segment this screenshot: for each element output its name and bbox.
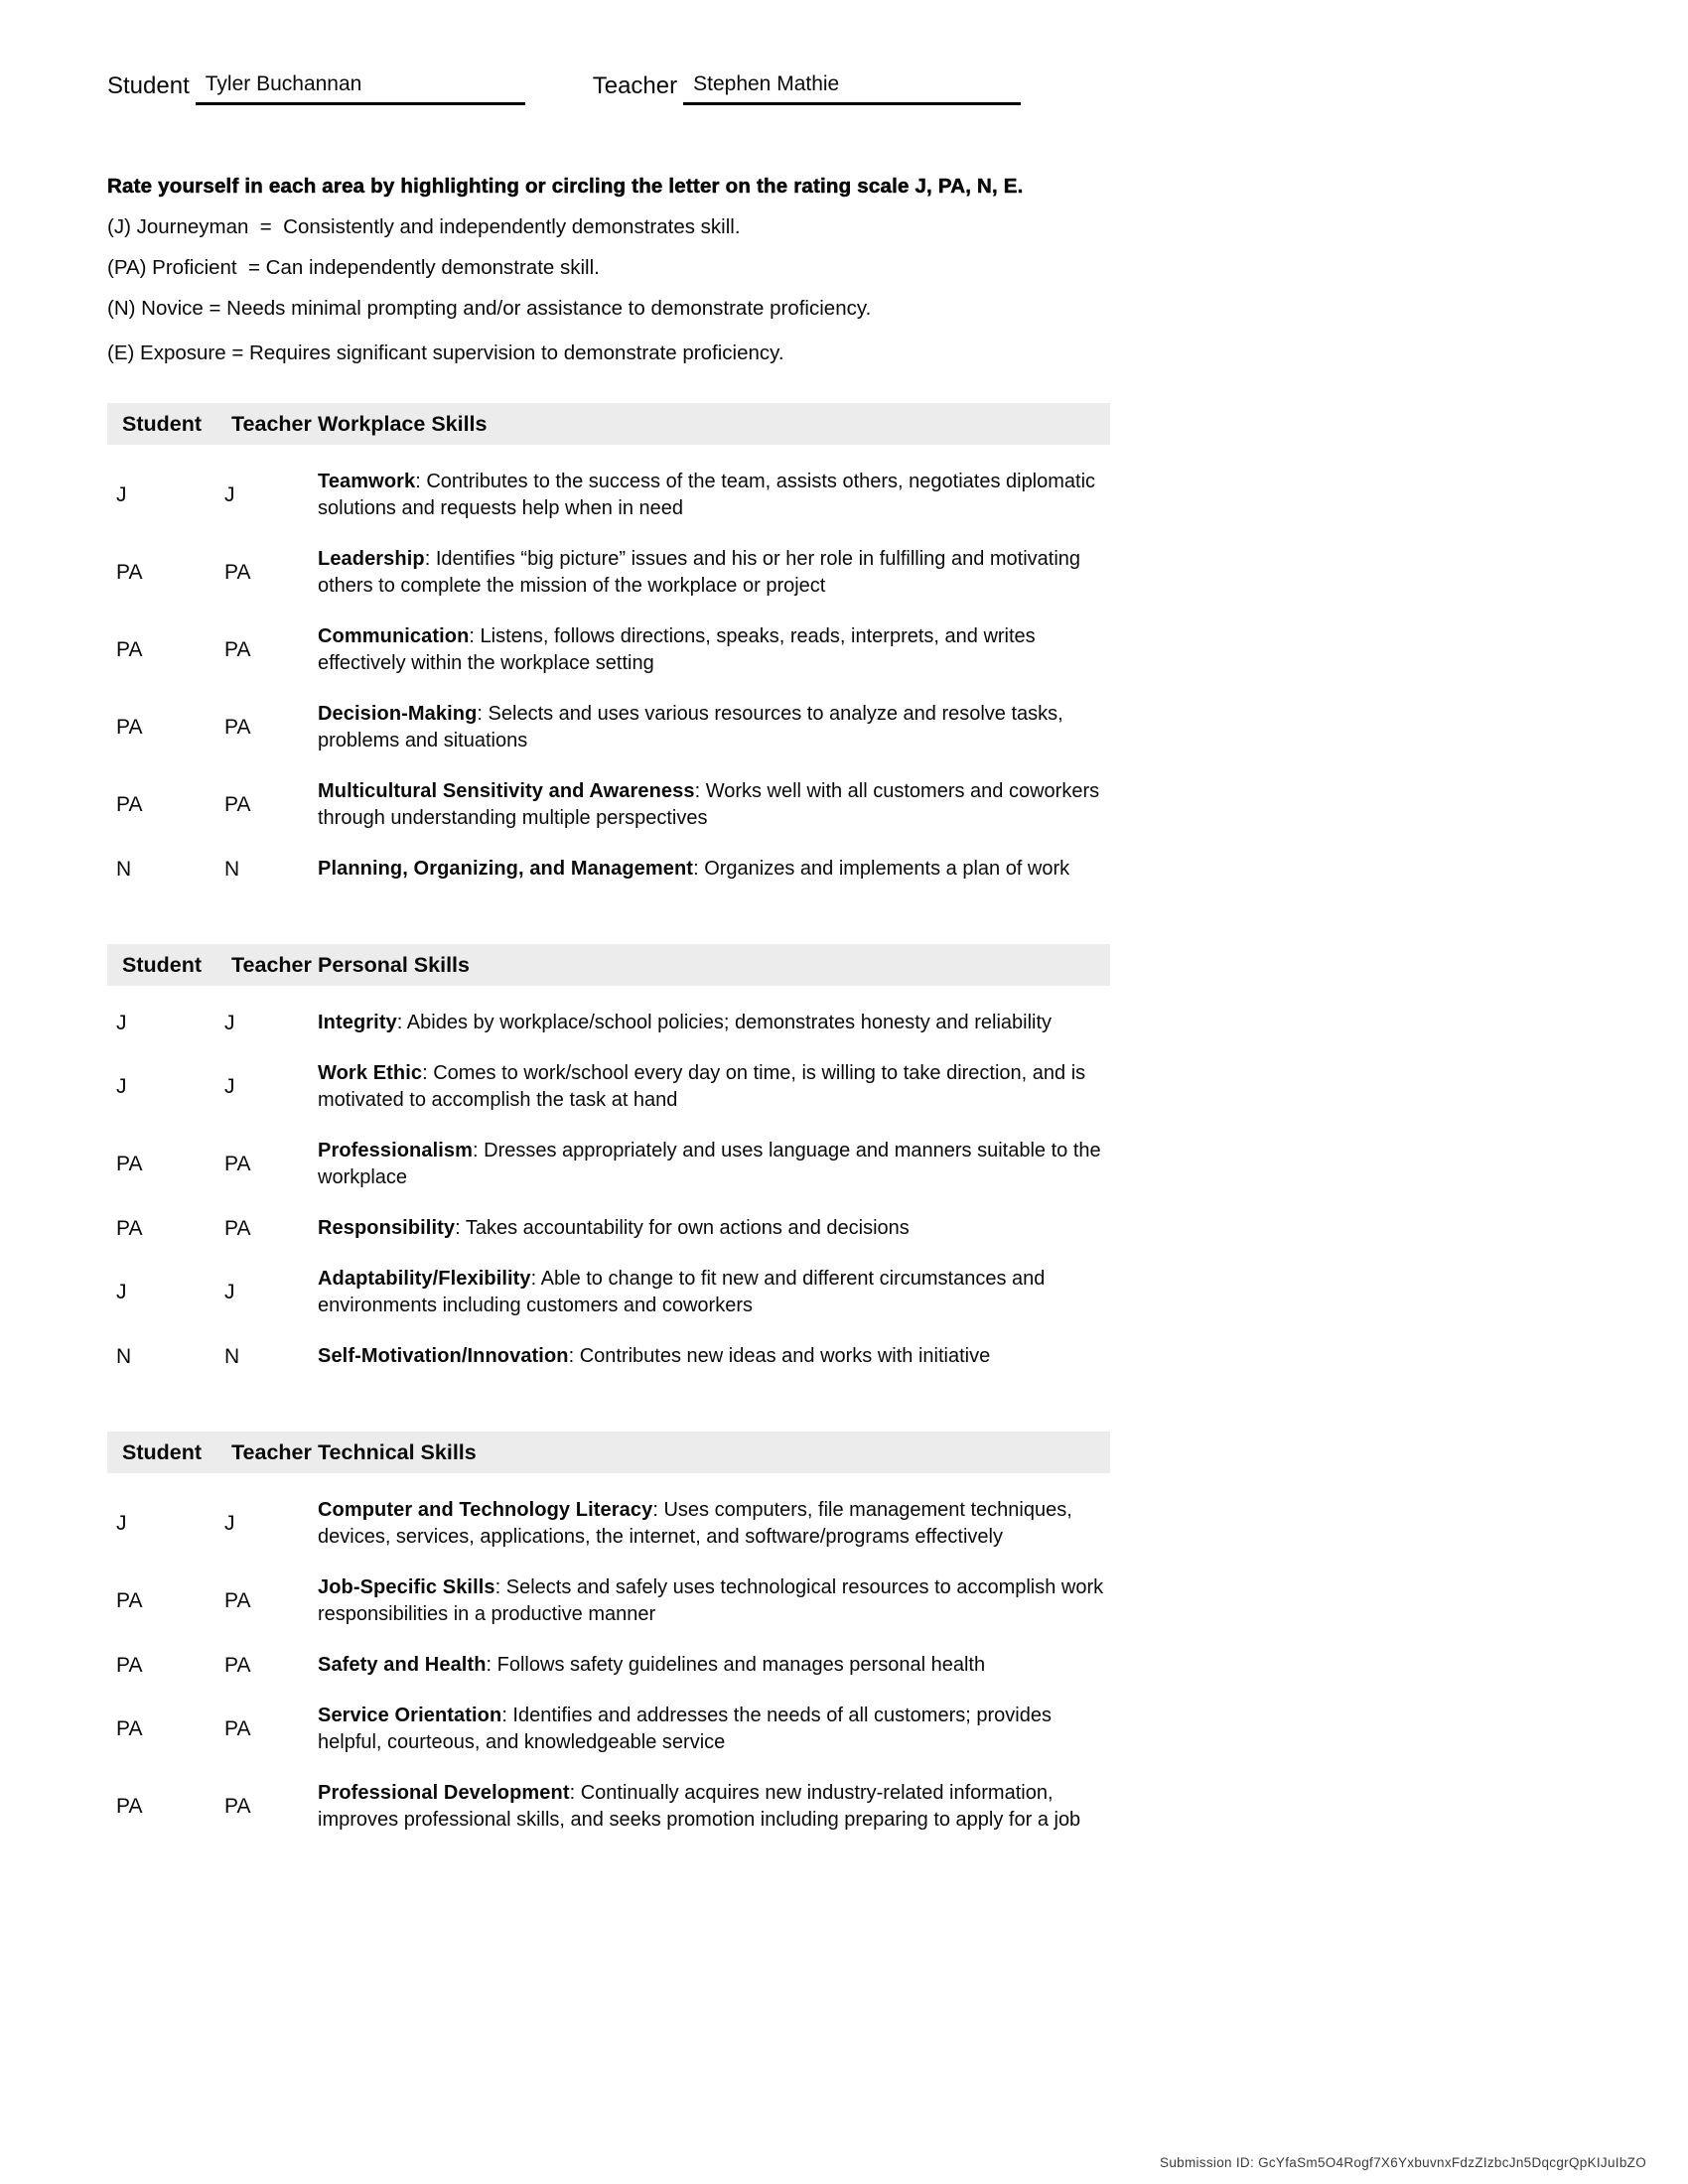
- skill-name: Work Ethic: [318, 1062, 423, 1084]
- skill-row: [107, 1138, 1110, 1191]
- skill-name: Job-Specific Skills: [318, 1576, 495, 1598]
- skill-row: [107, 1652, 1110, 1679]
- skill-row: [107, 1215, 1110, 1242]
- column-header-teacher: Teacher: [231, 1439, 312, 1464]
- student-rating[interactable]: J: [116, 1011, 127, 1034]
- student-name: Tyler Buchannan: [205, 72, 362, 95]
- skill-description: [318, 1703, 1110, 1756]
- skill-detail: : Continually acquires new industry-related information, improves professional skills, and seeks promotion including preparing to apply for a job: [318, 1782, 1081, 1831]
- student-rating[interactable]: PA: [116, 793, 143, 816]
- skill-detail: : Contributes to the success of the team, assists others, negotiates diplomatic solutions and requests help when in need: [318, 471, 1096, 519]
- skill-description: [318, 1060, 1110, 1114]
- skill-description: [318, 1574, 1110, 1628]
- teacher-rating[interactable]: N: [224, 857, 240, 881]
- teacher-name: Stephen Mathie: [693, 72, 840, 95]
- section-header-row: [107, 403, 1110, 445]
- teacher-rating[interactable]: PA: [224, 1216, 251, 1240]
- skill-name: Service Orientation: [318, 1705, 502, 1726]
- student-name-field[interactable]: [196, 71, 525, 105]
- teacher-rating[interactable]: PA: [224, 793, 251, 816]
- skill-detail: : Organizes and implements a plan of work: [693, 858, 1070, 880]
- student-rating[interactable]: PA: [116, 638, 143, 661]
- skill-description: [318, 1138, 1110, 1191]
- teacher-rating[interactable]: J: [224, 1011, 235, 1034]
- skill-name: Communication: [318, 625, 470, 647]
- teacher-rating[interactable]: PA: [224, 716, 251, 739]
- section-title: Personal Skills: [318, 952, 470, 977]
- skill-detail: : Takes accountability for own actions and decisions: [455, 1217, 910, 1239]
- rating-scale-exposure: (E) Exposure = Requires significant supervision to demonstrate proficiency.: [107, 341, 784, 364]
- skill-name: Planning, Organizing, and Management: [318, 858, 694, 880]
- skill-detail: : Identifies “big picture” issues and his or her role in fulfilling and motivating others to complete the mission of the workplace or project: [318, 548, 1081, 597]
- student-rating[interactable]: N: [116, 857, 132, 881]
- teacher-rating[interactable]: J: [224, 1075, 235, 1098]
- student-rating[interactable]: PA: [116, 1653, 143, 1677]
- teacher-rating[interactable]: PA: [224, 1589, 251, 1612]
- student-rating[interactable]: PA: [116, 716, 143, 739]
- skill-row: [107, 701, 1110, 754]
- teacher-name-field[interactable]: [683, 71, 1021, 105]
- skill-detail: : Uses computers, file management techniques, devices, services, applications, the internet, and software/programs effectively: [318, 1499, 1072, 1548]
- skill-detail: : Listens, follows directions, speaks, reads, interprets, and writes effectively within the workplace setting: [318, 625, 1036, 674]
- student-rating[interactable]: PA: [116, 1589, 143, 1612]
- skills-section: [107, 944, 1110, 1370]
- student-rating[interactable]: J: [116, 1075, 127, 1098]
- student-rating[interactable]: PA: [116, 1216, 143, 1240]
- skill-row: [107, 1574, 1110, 1628]
- skill-name: Responsibility: [318, 1217, 456, 1239]
- skill-detail: : Comes to work/school every day on time, is willing to take direction, and is motivated to accomplish the task at hand: [318, 1062, 1086, 1111]
- skill-detail: : Identifies and addresses the needs of all customers; provides helpful, courteous, and knowledgeable service: [318, 1705, 1052, 1753]
- skill-name: Integrity: [318, 1012, 397, 1033]
- skill-detail: : Works well with all customers and coworkers through understanding multiple perspectives: [318, 780, 1100, 829]
- rating-instructions: [107, 175, 1110, 365]
- skill-row: [107, 856, 1110, 883]
- section-title: Technical Skills: [318, 1439, 477, 1464]
- skill-name: Adaptability/Flexibility: [318, 1268, 531, 1290]
- teacher-rating[interactable]: PA: [224, 1717, 251, 1740]
- skill-description: [318, 546, 1110, 600]
- teacher-rating[interactable]: PA: [224, 1795, 251, 1818]
- rating-scale-journeyman: (J) Journeyman = Consistently and independently demonstrates skill.: [107, 215, 741, 238]
- section-rows: [107, 469, 1110, 883]
- skill-detail: : Contributes new ideas and works with initiative: [568, 1345, 991, 1367]
- skill-row: [107, 469, 1110, 522]
- column-header-student: Student: [122, 952, 203, 977]
- document-content: [107, 71, 1110, 1834]
- rating-instructions-title: Rate yourself in each area by highlighting or circling the letter on the rating scale J, PA, N, E.: [107, 175, 1024, 198]
- section-header-row: [107, 1432, 1110, 1473]
- skill-description: [318, 1343, 1110, 1370]
- teacher-rating[interactable]: PA: [224, 561, 251, 584]
- skills-section: [107, 403, 1110, 883]
- skill-row: [107, 1266, 1110, 1319]
- skill-name: Decision-Making: [318, 703, 478, 725]
- column-header-teacher: Teacher: [231, 952, 312, 977]
- skill-description: [318, 856, 1110, 883]
- skill-name: Teamwork: [318, 471, 416, 492]
- column-header-student: Student: [122, 1439, 203, 1464]
- skill-row: [107, 778, 1110, 832]
- skill-description: [318, 1215, 1110, 1242]
- teacher-rating[interactable]: J: [224, 1512, 235, 1535]
- student-rating[interactable]: PA: [116, 1717, 143, 1740]
- skill-row: [107, 1343, 1110, 1370]
- skill-name: Professionalism: [318, 1140, 474, 1161]
- skill-row: [107, 623, 1110, 677]
- teacher-rating[interactable]: PA: [224, 638, 251, 661]
- skill-name: Multicultural Sensitivity and Awareness: [318, 780, 695, 802]
- submission-id: Submission ID: GcYfaSm5O4Rogf7X6YxbuvnxFdzZIzbcJn5DqcgrQpKIJuIbZO: [1160, 2155, 1646, 2170]
- student-rating[interactable]: PA: [116, 1153, 143, 1175]
- teacher-label: Teacher: [592, 72, 678, 99]
- skill-row: [107, 546, 1110, 600]
- section-header-row: [107, 944, 1110, 986]
- section-rows: [107, 1010, 1110, 1370]
- skill-description: [318, 778, 1110, 832]
- skill-row: [107, 1060, 1110, 1114]
- section-rows: [107, 1497, 1110, 1834]
- skills-tables: [107, 403, 1110, 1834]
- skill-description: [318, 1652, 1110, 1679]
- skill-detail: : Selects and safely uses technological resources to accomplish work responsibilities in a productive manner: [318, 1576, 1104, 1625]
- teacher-rating[interactable]: PA: [224, 1153, 251, 1175]
- student-rating[interactable]: N: [116, 1344, 132, 1368]
- skill-detail: : Dresses appropriately and uses language and manners suitable to the workplace: [318, 1140, 1101, 1188]
- student-label: Student: [107, 72, 190, 99]
- teacher-rating[interactable]: J: [224, 1281, 235, 1303]
- skills-section: [107, 1432, 1110, 1834]
- skill-description: [318, 469, 1110, 522]
- skill-description: [318, 1266, 1110, 1319]
- skill-name: Self-Motivation/Innovation: [318, 1345, 569, 1367]
- rating-scale-novice: (N) Novice = Needs minimal prompting and/or assistance to demonstrate proficiency.: [107, 297, 872, 320]
- student-rating[interactable]: J: [116, 1512, 127, 1535]
- section-title: Workplace Skills: [318, 411, 488, 436]
- skill-description: [318, 701, 1110, 754]
- skill-detail: : Able to change to fit new and different circumstances and environments including customers and coworkers: [318, 1268, 1046, 1316]
- student-rating[interactable]: PA: [116, 1795, 143, 1818]
- student-rating[interactable]: PA: [116, 561, 143, 584]
- column-header-student: Student: [122, 411, 203, 436]
- skill-detail: : Selects and uses various resources to analyze and resolve tasks, problems and situations: [318, 703, 1063, 751]
- student-rating[interactable]: J: [116, 483, 127, 506]
- skill-name: Safety and Health: [318, 1654, 487, 1676]
- teacher-rating[interactable]: N: [224, 1344, 240, 1368]
- skill-detail: : Abides by workplace/school policies; demonstrates honesty and reliability: [396, 1012, 1053, 1033]
- skill-row: [107, 1703, 1110, 1756]
- column-header-teacher: Teacher: [231, 411, 312, 436]
- skill-row: [107, 1780, 1110, 1834]
- skill-row: [107, 1497, 1110, 1551]
- name-header: [107, 71, 1110, 105]
- skill-detail: : Follows safety guidelines and manages personal health: [486, 1654, 986, 1676]
- skill-description: [318, 1780, 1110, 1834]
- skill-description: [318, 1010, 1110, 1036]
- skill-name: Computer and Technology Literacy: [318, 1499, 653, 1521]
- teacher-rating[interactable]: J: [224, 483, 235, 506]
- skill-row: [107, 1010, 1110, 1036]
- rating-scale-proficient: (PA) Proficient = Can independently demonstrate skill.: [107, 256, 600, 279]
- student-rating[interactable]: J: [116, 1281, 127, 1303]
- skill-description: [318, 623, 1110, 677]
- skill-name: Leadership: [318, 548, 425, 570]
- skill-name: Professional Development: [318, 1782, 570, 1804]
- skill-description: [318, 1497, 1110, 1551]
- teacher-rating[interactable]: PA: [224, 1653, 251, 1677]
